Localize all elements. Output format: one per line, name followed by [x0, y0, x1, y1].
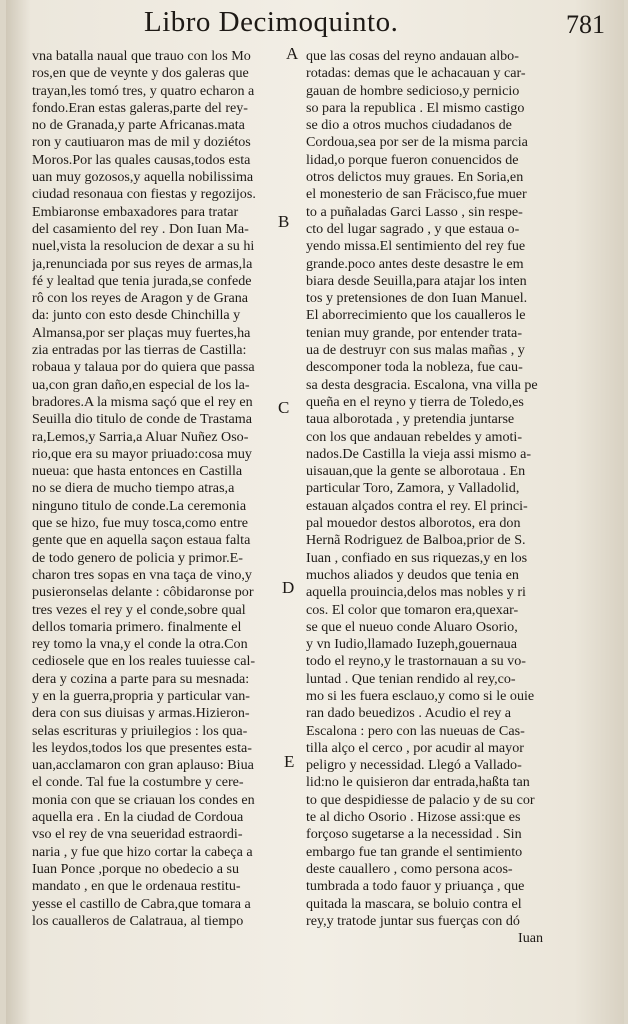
text-line: Embiaronse embaxadores para tratar — [32, 203, 239, 220]
text-line: nueua: que hasta entonces en Castilla — [32, 463, 243, 480]
text-line: Iuan , confiado en sus riquezas,y en los — [306, 549, 528, 566]
text-line: tenian muy grande, por entender trata- — [306, 324, 523, 341]
text-line: yesse el castillo de Cabra,que tomara a — [32, 895, 251, 912]
text-line: con los que andauan rebeldes y amoti- — [306, 428, 523, 445]
text-line: los caualleros de Calatraua, al tiempo — [32, 912, 244, 929]
text-line: so para la republica . El mismo castigo — [306, 99, 525, 116]
page-number: 781 — [566, 10, 605, 39]
text-line: yendo missa.El sentimiento del rey fue — [306, 238, 526, 255]
running-title: Libro Decimoquinto. — [144, 6, 399, 38]
text-line: peligro y necessidad. Llegó a Vallado- — [306, 757, 522, 774]
text-line: el monesterio de san Fräcisco,fue muer — [306, 186, 527, 203]
text-line: pal mouedor destos alborotos, era don — [306, 515, 521, 532]
text-line: que las cosas del reyno andauan albo- — [306, 48, 519, 64]
text-line: rotadas: demas que le achacauan y car- — [306, 65, 526, 82]
text-line: tres vezes el rey y el conde,sobre qual — [32, 601, 246, 618]
text-line: charon tres sopas en vna taça de vino,y — [32, 566, 252, 583]
text-line: cos. El color que tomaron era,quexar- — [306, 601, 519, 618]
text-line: pusieronselas delante : côbidaronse por — [32, 584, 254, 601]
text-line: uan,acclamaron con gran aplauso: Biua — [32, 757, 254, 774]
text-line: aquella prouincia,delos mas nobles y ri — [306, 584, 526, 601]
text-line: descomponer toda la nobleza, fue cau- — [306, 359, 523, 376]
text-line: queña en el reyno y tierra de Toledo,es — [306, 393, 524, 410]
text-line: ra,Lemos,y Sarria,a Aluar Nuñez Oso- — [32, 428, 249, 445]
catchword: Iuan — [518, 930, 544, 947]
text-line: muchos aliados y deudos que tenia en — [306, 566, 519, 583]
text-line: Almansa,por ser plaças muy fuertes,ha — [32, 324, 251, 341]
text-line: se dio a otros muchos ciudadanos de — [306, 117, 512, 134]
text-line: no de Granada,y parte Africanas.mata — [32, 117, 245, 134]
text-line: uisauan,que la gente se alborotaua . En — [306, 463, 526, 480]
text-line: dera con sus diuisas y armas.Hizieron- — [32, 705, 250, 722]
text-line: ciudad resonaua con fiestas y regozijos. — [32, 186, 256, 203]
margin-marker-d: D — [282, 578, 295, 597]
text-line: particular Toro, Zamora, y Valladolid, — [306, 480, 520, 497]
text-line: fé y lealtad que tenia jurada,se confede — [32, 272, 252, 289]
text-line: Moros.Por las quales causas,todos esta — [32, 151, 251, 168]
margin-marker-c: C — [278, 398, 290, 417]
text-line: vso el rey de vna seueridad estraordi- — [32, 826, 243, 843]
text-line: biara desde Seuilla,para atajar los inten — [306, 272, 527, 289]
text-line: ron y cautiuaron mas de mil y doziétos — [32, 134, 251, 151]
text-line: no se diera de mucho tiempo atras,a — [32, 480, 235, 497]
text-line: to a puñaladas Garci Lasso , sin respe- — [306, 203, 523, 220]
text-line: sa desta desgracia. Escalona, vna villa pe — [306, 376, 538, 393]
page-header — [6, 4, 624, 44]
text-line: vna batalla naual que trauo con los Mo — [32, 48, 251, 64]
text-line: les leydos,todos los que presentes esta- — [32, 739, 252, 756]
text-line: de todo genero de policia y primor.E- — [32, 549, 243, 566]
text-line: quitada la mascara, se boluio contra el — [306, 895, 522, 912]
text-line: forçoso sugetarse a la necessidad . Sin — [306, 826, 522, 843]
text-line: tilla alço el cerco , por acudir al mayor — [306, 739, 524, 756]
text-line: Seuilla dio titulo de conde de Trastama — [32, 411, 252, 428]
text-line: aquella era . En la ciudad de Cordoua — [32, 809, 244, 826]
text-line: tumbrada a todo fauor y priuança , que — [306, 878, 525, 895]
text-line: taua alborotada , y pretendia juntarse — [306, 411, 515, 428]
text-line: estauan alçados contra el rey. El princi- — [306, 497, 528, 514]
text-line: tos y pretensiones de don Iuan Manuel. — [306, 290, 528, 307]
text-line: lidad,o porque fueron conuencidos de — [306, 151, 519, 168]
text-line: el conde. Tal fue la costumbre y cere- — [32, 774, 244, 791]
text-line: del casamiento del rey . Don Iuan Ma- — [32, 220, 249, 237]
text-line: bradores.A la misma saçó que el rey en — [32, 393, 253, 410]
text-line: rio,que era su mayor priuado:cosa muy — [32, 445, 252, 462]
text-line: luntad . Que tenian rendido al rey,co- — [306, 670, 516, 687]
text-line: rey,y tratode juntar sus fuerças con dó — [306, 912, 520, 929]
text-line: Hernã Rodriguez de Balboa,prior de S. — [306, 532, 526, 549]
text-line: rey tomo la vna,y el conde la otra.Con — [32, 636, 248, 653]
text-line: da: junto con esto desde Chinchilla y — [32, 307, 241, 324]
text-line: naria , y fue que hizo cortar la cabeça a — [32, 843, 253, 860]
text-line: mandato , en que le ordenaua restitu- — [32, 878, 241, 895]
text-line: ninguno titulo de conde.La ceremonia — [32, 497, 247, 514]
text-line: cto del lugar sagrado , y que estaua o- — [306, 220, 520, 237]
text-line: dera y cozina a parte para su mesnada: — [32, 670, 250, 687]
text-line: ua,con gran daño,en especial de los la- — [32, 376, 250, 393]
text-line: todo el reyno,y le trastornauan a su vo- — [306, 653, 526, 670]
text-line: selas escrituras y priuilegios : los qua- — [32, 722, 248, 739]
left-text-column — [32, 48, 284, 930]
text-line: embargo fue tan grande el sentimiento — [306, 843, 523, 860]
text-line: que se hizo, fue muy tosca,como entre — [32, 515, 249, 532]
text-line: dellos tomaria primero. finalmente el — [32, 618, 242, 635]
text-line: y en la guerra,propria y particular van- — [32, 687, 250, 704]
text-line: gauan de hombre sedicioso,y pernicio — [306, 82, 520, 99]
text-line: uan muy gozosos,y aquella nobilissima — [32, 169, 254, 186]
text-line: to que despidiesse de palacio y de su cor — [306, 791, 535, 808]
text-line: ros,en que de veynte y dos galeras que — [32, 65, 249, 82]
text-line: gente que en aquella saçon estaua falta — [32, 532, 251, 549]
text-line: Cordoua,sea por ser de la misma parcia — [306, 134, 528, 151]
text-line: cediosele que en los reales tuuiesse cal- — [32, 653, 256, 670]
text-line: y vn Iudio,llamado Iuzeph,gouernaua — [306, 636, 517, 653]
text-line: te al dicho Osorio . Hizose assi:que es — [306, 809, 521, 826]
text-line: se que el nueuo conde Aluaro Osorio, — [306, 618, 518, 635]
text-line: otros delictos muy graues. En Soria,en — [306, 169, 524, 186]
text-line: grande.poco antes deste desastre le em — [306, 255, 524, 272]
text-line: zia entradas por las tierras de Castilla: — [32, 342, 247, 359]
text-line: nuel,vista la resolucion de dexar a su hi — [32, 238, 255, 255]
margin-marker-e: E — [284, 752, 295, 771]
text-line: ja,renunciada por sus reyes de armas,la — [32, 255, 253, 272]
text-line: trayan,les tomó tres, y quatro echaron a — [32, 82, 255, 99]
text-line: ua de destruyr con sus malas mañas , y — [306, 342, 525, 359]
book-page — [6, 0, 624, 1024]
margin-marker-a: A — [286, 44, 299, 63]
text-line: lid:no le quisieron dar entrada,haßta tan — [306, 774, 530, 791]
text-line: mo si les fuera esclauo,y como si le ouie — [306, 687, 535, 704]
text-line: monia con que se criauan los condes en — [32, 791, 255, 808]
text-line: deste cauallero , como persona acos- — [306, 860, 513, 877]
text-line: Iuan Ponce ,porque no obedecio a su — [32, 860, 240, 877]
text-line: Escalona : pero con las nueuas de Cas- — [306, 722, 525, 739]
text-line: nados.De Castilla la vieja assi mismo a- — [306, 445, 532, 462]
text-line: fondo.Eran estas galeras,parte del rey- — [32, 99, 249, 116]
text-line: El aborrecimiento que los caualleros le — [306, 307, 526, 324]
right-text-column — [306, 48, 562, 947]
margin-marker-b: B — [278, 212, 290, 231]
text-line: rô con los reyes de Aragon y de Grana — [32, 290, 249, 307]
text-line: ran dado beuedizos . Acudio el rey a — [306, 705, 512, 722]
text-line: robaua y talaua por do quiera que passa — [32, 359, 255, 376]
